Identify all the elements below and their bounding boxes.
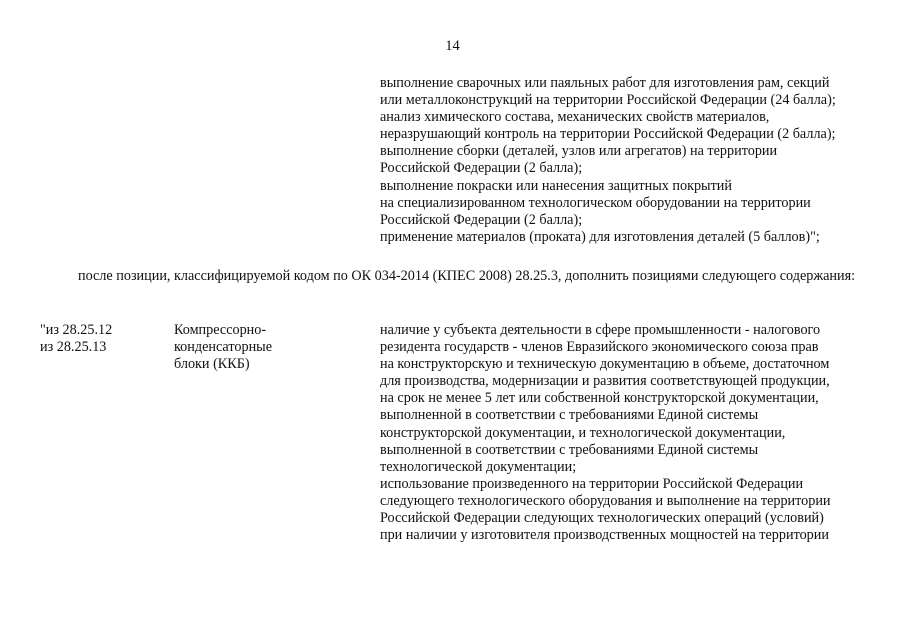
position-condition-line: использование произведенного на территории Российской Федерации xyxy=(380,475,804,492)
position-code: из 28.25.13 xyxy=(40,339,107,356)
position-code: "из 28.25.12 xyxy=(40,322,113,338)
condition-line: Российской Федерации (2 балла); xyxy=(380,160,583,177)
position-condition-line: резидента государств - членов Евразийского экономического союза прав xyxy=(380,339,819,356)
position-conditions xyxy=(380,322,880,544)
page-number: 14 xyxy=(445,38,460,54)
position-name-line: Компрессорно- xyxy=(174,322,267,338)
previous-conditions-block xyxy=(380,75,880,246)
position-condition-line: выполненной в соответствии с требованиями Единой системы xyxy=(380,441,759,458)
position-condition-line: на конструкторскую и техническую документацию в объеме, достаточном xyxy=(380,356,830,373)
position-codes xyxy=(40,322,160,356)
condition-line: Российской Федерации (2 балла); xyxy=(380,211,583,228)
position-condition-line: наличие у субъекта деятельности в сфере промышленности - налогового xyxy=(380,322,821,338)
position-condition-line: на срок не менее 5 лет или собственной конструкторской документации, xyxy=(380,390,819,407)
condition-line: выполнение сборки (деталей, узлов или агрегатов) на территории xyxy=(380,143,778,160)
condition-line: или металлоконструкций на территории Российской Федерации (24 балла); xyxy=(380,92,836,109)
position-condition-line: следующего технологического оборудования и выполнение на территории xyxy=(380,492,831,509)
condition-line: анализ химического состава, механических свойств материалов, xyxy=(380,109,770,126)
condition-line: выполнение сварочных или паяльных работ для изготовления рам, секций xyxy=(380,75,830,91)
condition-line: применение материалов (проката) для изготовления деталей (5 баллов)"; xyxy=(380,228,820,245)
condition-line: выполнение покраски или нанесения защитных покрытий xyxy=(380,177,732,194)
position-condition-line: выполненной в соответствии с требованиями Единой системы xyxy=(380,407,759,424)
position-condition-line: для производства, модернизации и развития соответствующей продукции, xyxy=(380,373,830,390)
condition-line: неразрушающий контроль на территории Российской Федерации (2 балла); xyxy=(380,126,836,143)
position-condition-line: Российской Федерации следующих технологических операций (условий) xyxy=(380,510,824,527)
condition-line: на специализированном технологическом оборудовании на территории xyxy=(380,194,811,211)
position-condition-line: технологической документации; xyxy=(380,458,577,475)
instruction-paragraph: после позиции, классифицируемой кодом по ОК 034-2014 (КПЕС 2008) 28.25.3, дополнить позициями следующего содержания: xyxy=(78,268,856,284)
position-name-line: конденсаторные xyxy=(174,339,272,356)
position-condition-line: при наличии у изготовителя производственных мощностей на территории xyxy=(380,527,829,544)
position-name xyxy=(174,322,364,373)
position-name-line: блоки (ККБ) xyxy=(174,356,250,373)
position-condition-line: конструкторской документации, и технологической документации, xyxy=(380,424,786,441)
